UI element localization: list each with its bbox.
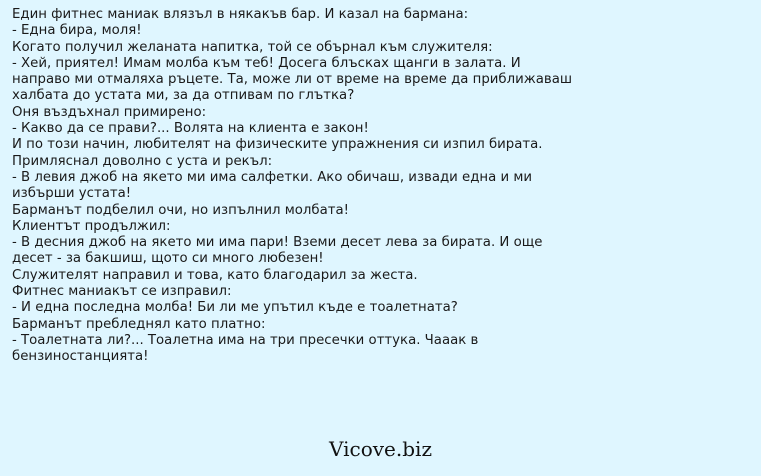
joke-line: И по този начин, любителят на физическите упражнения си изпил бирата. xyxy=(12,137,543,153)
joke-line: - Какво да се прави?... Волята на клиента е закон! xyxy=(12,121,369,137)
joke-line: - В левия джоб на якето ми има салфетки. Ако обичаш, извади една и ми xyxy=(12,169,533,185)
joke-line: халбата до устата ми, за да отпивам по глътка? xyxy=(12,88,355,104)
joke-line: Един фитнес маниак влязъл в някакъв бар. И казал на бармана: xyxy=(12,7,469,22)
joke-line: Оня въздъхнал примирено: xyxy=(12,104,207,120)
joke-line: избърши устата! xyxy=(12,186,132,202)
joke-line: Примляснал доволно с уста и рекъл: xyxy=(12,153,273,169)
joke-line: десет - за бакшиш, щото си много любезен! xyxy=(12,251,324,267)
joke-line: направо ми отмаляха ръцете. Та, може ли от време на време да приближаваш xyxy=(12,72,573,88)
joke-line: - Тоалетната ли?... Тоалетна има на три пресечки оттука. Чааак в xyxy=(12,332,479,348)
joke-line: Служителят направил и това, като благодарил за жеста. xyxy=(12,267,418,283)
joke-line: - Една бира, моля! xyxy=(12,23,142,39)
site-watermark: Vicove.biz xyxy=(329,437,432,461)
joke-line: Когато получил желаната напитка, той се обърнал към служителя: xyxy=(12,39,493,55)
joke-line: - Хей, приятел! Имам молба към теб! Досега блъсках щанги в залата. И xyxy=(12,55,521,71)
joke-line: - В десния джоб на якето ми има пари! Вземи десет лева за бирата. И още xyxy=(12,235,543,251)
joke-line: Фитнес маниакът се изправил: xyxy=(12,284,232,300)
joke-line: Барманът пребледнял като платно: xyxy=(12,316,266,332)
joke-line: бензиностанцията! xyxy=(12,349,149,365)
joke-line: - И една последна молба! Би ли ме упътил къде е тоалетната? xyxy=(12,300,458,316)
joke-line: Клиентът продължил: xyxy=(12,218,171,234)
joke-text xyxy=(12,7,752,366)
joke-line: Барманът подбелил очи, но изпълнил молбата! xyxy=(12,202,349,218)
